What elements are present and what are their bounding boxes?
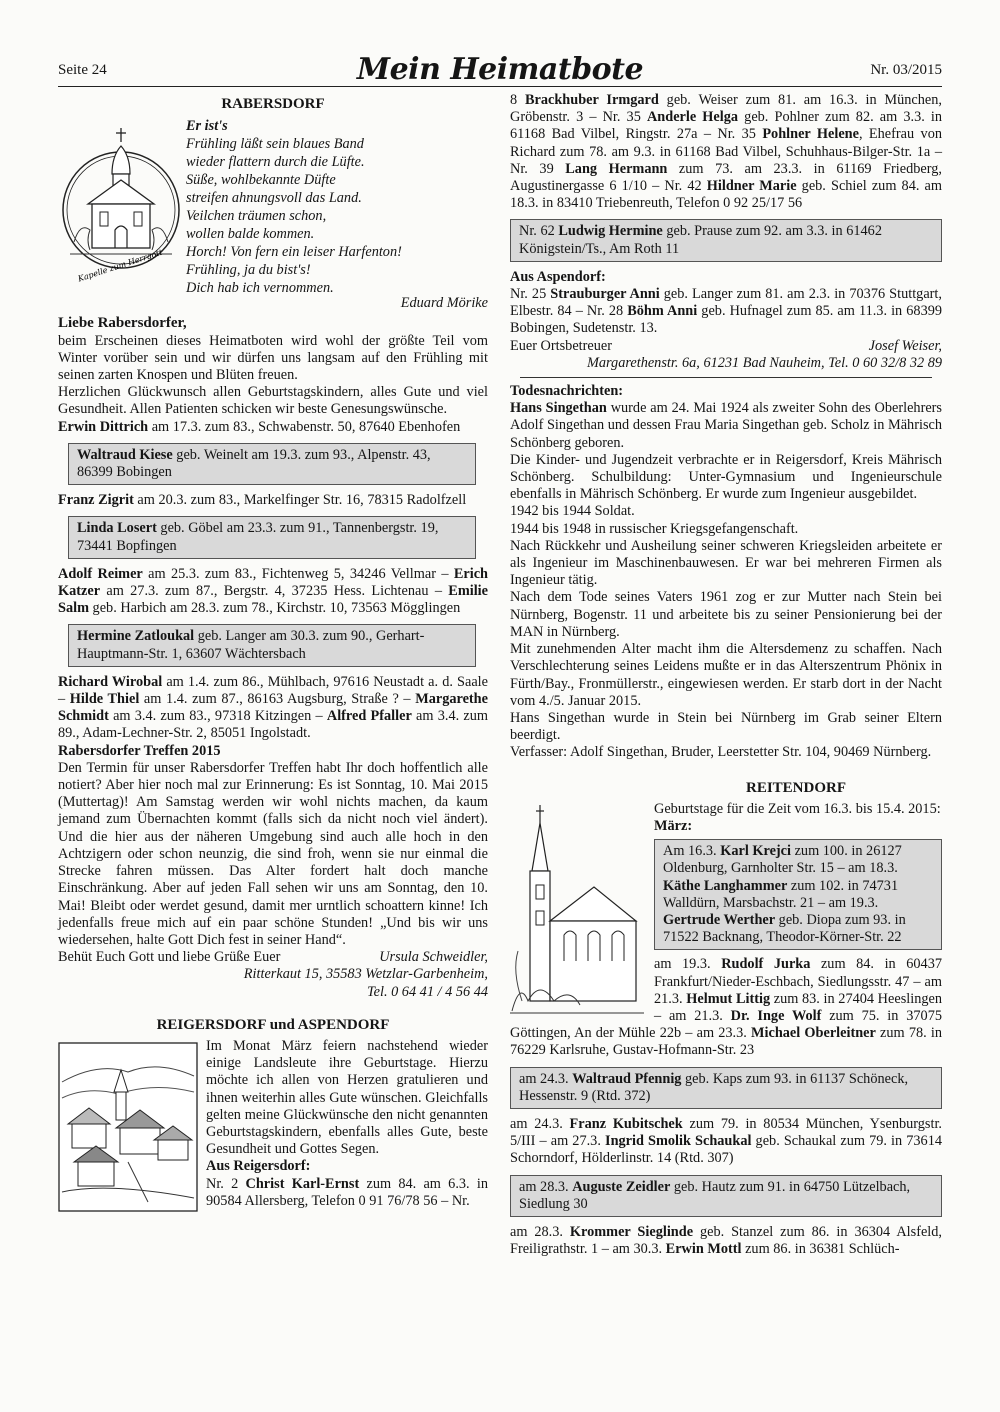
- entry-text: am 1.4. zum 86., Mühlbach, 97616 Neustadt a. d. Saale –: [58, 673, 488, 708]
- village-illustration: [58, 1042, 198, 1212]
- entry-text: zum 84. am 6.3. in 90584 Allersberg, Telefon 0 91 76/78 56 – Nr.: [206, 1175, 489, 1209]
- subheading-aus-aspendorf: Aus Aspendorf:: [510, 268, 606, 285]
- entry-text: zum 86. in 36381 Schlüch-: [741, 1241, 900, 1258]
- person-name: Margarethe Schmidt: [58, 691, 488, 725]
- entry-text: am 19.3.: [654, 956, 722, 973]
- greeting: Liebe Rabersdorfer,: [58, 315, 187, 332]
- entry-text: am 27.3. zum 87., Bergstr. 4, 37235 Hess. Lichtenau –: [100, 583, 442, 600]
- entry-text: geb. Hufnagel zum 85. am 11.3. in 68399 Bobingen, Sudetenstr. 13.: [510, 303, 943, 337]
- person-name: Franz Kubitschek: [569, 1115, 683, 1132]
- person-name: Anderle Helga: [646, 109, 739, 126]
- birthday-entry: [510, 1224, 942, 1258]
- entry-text: am 24.3.: [519, 1070, 573, 1087]
- intro-paragraph: Herzlichen Glückwunsch allen Geburtstagskindern, alles Gute und viel Gesundheit. Allen Patienten schicken wir beste Genesungswünsche.: [58, 384, 488, 418]
- person-name: Alfred Pfaller: [326, 708, 412, 725]
- birthday-entry: [510, 286, 942, 338]
- birthday-entry: [58, 492, 488, 509]
- person-name: Adolf Reimer: [58, 565, 143, 582]
- entry-text: am 17.3. zum 83., Schwabenstr. 50, 87640 Ebenhofen: [148, 418, 461, 435]
- highlight-box: [68, 516, 476, 558]
- person-name: Auguste Zeidler: [572, 1178, 671, 1195]
- obituary-paragraph: Nach Rückkehr und Ausheilung seiner schweren Kriegsleiden arbeitete er als Ingenieur im Maschinenbauwesen. Er war bei mehreren Firmen als Ingenieur tätig.: [510, 537, 942, 589]
- entry-text: am 24.3.: [510, 1115, 570, 1132]
- entry-text: geb. Weinelt am 19.3. zum 93., Alpenstr. 43, 86399 Bobingen: [77, 446, 431, 481]
- entry-text: geb. Göbel am 23.3. zum 91., Tannenbergstr. 19, 73441 Bopfingen: [77, 520, 439, 554]
- person-name: Hilde Thiel: [69, 691, 140, 708]
- sign-phone: Tel. 0 64 41 / 4 56 44: [366, 983, 488, 1000]
- section-title-reigersdorf: REIGERSDORF und ASPENDORF: [156, 1016, 390, 1033]
- poem-line: Dich hab ich vernommen.: [186, 280, 334, 297]
- sign-address: Margarethenstr. 6a, 61231 Bad Nauheim, Tel. 0 60 32/8 32 89: [586, 354, 942, 371]
- sign-address: Ritterkaut 15, 35583 Wetzlar-Garbenheim,: [243, 966, 488, 983]
- person-name: Karl Krejci: [720, 843, 791, 860]
- highlight-box: [510, 1067, 942, 1109]
- entry-text: am 28.3.: [519, 1178, 573, 1195]
- birthday-entry: [510, 92, 942, 212]
- chapel-illustration: [60, 122, 182, 300]
- person-name: Christ Karl-Ernst: [245, 1175, 360, 1192]
- entry-text: geb. Schiel zum 84. am 18.3. in 83410 Triebenreuth, Telefon 0 92 25/17 56: [510, 178, 942, 212]
- entry-text: zum 84. in 60437 Frankfurt/Nieder-Eschbach, Siedlungsstr. 47 – am 21.3.: [654, 956, 942, 1007]
- person-name: Waltraud Kiese: [77, 446, 173, 463]
- person-name: Helmut Littig: [686, 990, 771, 1007]
- sign-greeting: Behüt Euch Gott und liebe Grüße Euer: [58, 949, 281, 966]
- person-name: Böhm Anni: [627, 303, 698, 320]
- person-name: Michael Oberleitner: [751, 1025, 876, 1042]
- sign-name: Ursula Schweidler,: [379, 949, 488, 966]
- entry-text: geb. Kaps zum 93. in 61137 Schöneck, Hessenstr. 9 (Rtd. 372): [519, 1070, 909, 1104]
- obituary-paragraph: Die Kinder- und Jugendzeit verbrachte er in Reigersdorf, Kreis Mährisch Schönberg. Schulbildung: Unter-Gymnasium und Ingenieurschule ebenfalls in Mährisch Schönberg. Er wurde zum Ingenieur ausgebildet.: [510, 451, 942, 503]
- masthead-logo: Mein Heimatbote: [356, 52, 644, 87]
- entry-text: Nr. 25: [510, 286, 551, 303]
- entry-text: zum 75. in 37075 Göttingen, An der Mühle 22b – am 23.3.: [510, 1007, 942, 1042]
- entry-text: am 25.3. zum 83., Fichtenweg 5, 34246 Vellmar –: [142, 565, 449, 582]
- entry-text: Nr. 62: [519, 223, 559, 240]
- entry-text: zum 100. in 26127 Oldenburg, Garnholter Str. 15 – am 18.3.: [663, 843, 902, 877]
- entry-text: geb. Hautz zum 91. in 64750 Lützelbach, Siedlung 30: [519, 1178, 911, 1212]
- poem-line: wollen balde kommen.: [186, 226, 315, 243]
- obituary-paragraph: Verfasser: Adolf Singethan, Bruder, Leerstetter Str. 104, 90469 Nürnberg.: [510, 744, 932, 761]
- subheading-treffen: Rabersdorfer Treffen 2015: [58, 742, 221, 759]
- entry-text: am 20.3. zum 83., Markelfinger Str. 16, 78315 Radolfzell: [133, 492, 467, 509]
- subheading-todesnachrichten: Todesnachrichten:: [510, 383, 624, 400]
- person-name: Waltraud Pfennig: [572, 1070, 682, 1087]
- entry-text: zum 79. in 80534 München, Ysenburgstr. 5/III – am 27.3.: [510, 1115, 942, 1150]
- poem-title: Er ist's: [186, 118, 228, 135]
- entry-text: geb. Harbich am 28.3. zum 78., Kirchstr. 10, 73563 Mögglingen: [88, 600, 461, 617]
- entry-text: zum 83. in 27404 Heeslingen – am 21.3.: [654, 990, 942, 1024]
- person-name: Ingrid Smolik Schaukal: [605, 1133, 752, 1150]
- highlight-box: [510, 1175, 942, 1217]
- person-name: Richard Wirobal: [58, 673, 163, 690]
- poem-line: wieder flattern durch die Lüfte.: [186, 154, 365, 171]
- entry-text: am 28.3.: [510, 1223, 570, 1240]
- header-rule: [58, 86, 942, 87]
- poem-author: Eduard Mörike: [400, 295, 488, 312]
- entry-text: geb. Weiser zum 81. am 16.3. in München, Gröbenstr. 3 – Nr. 35: [510, 92, 942, 126]
- person-name: Gertrude Werther: [663, 911, 776, 928]
- issue-number: Nr. 03/2015: [870, 62, 942, 78]
- entry-text: geb. Pohlner zum 82. am 3.3. in 61168 Bad Vilbel, Ringstr. 27a – Nr. 35: [510, 109, 943, 143]
- subheading-aus-reigersdorf: Aus Reigersdorf:: [206, 1158, 311, 1175]
- entry-text: am 1.4. zum 87., 86163 Augsburg, Straße ? –: [139, 691, 411, 708]
- person-name: Hans Singethan: [510, 400, 607, 417]
- treffen-paragraph: Den Termin für unser Rabersdorfer Treffen habt Ihr doch hoffentlich alle notiert? Aber hier noch mal zur Erinnerung: Es ist Sonntag, 10. Mai 2015 (Muttertag)! Am Samstag werden wir wohl nichts machen, da kaum jemand zum Übernachten kommt (falls sich da nicht noch viel ändert). Und die hier aus der näheren Umgebung sind auch alle hoch in den Achtzigern oder schon neunzig, die sind froh, wenn sie nur einmal die Strecke fahren müssen. Das Alter fordert halt doch manche Einschränkung. Aber auf jeden Fall sehen wir uns am Sonntag, den 10. Mai! Bleibt oder werdet gesund, damit mer urntlich schoattern kinne! Ich jedenfalls freue mich auf ein paar schöne Stunden! „Und bis wir uns wiedersehen, halte Gott Dich fest in seiner Hand“.: [58, 759, 488, 948]
- person-name: Rudolf Jurka: [721, 956, 811, 973]
- person-name: Ludwig Hermine: [558, 223, 663, 240]
- signature-line: [510, 338, 942, 355]
- poem-line: Frühling, ja du bist's!: [186, 262, 311, 279]
- person-name: Brackhuber Irmgard: [524, 92, 659, 108]
- subheading-maerz: März:: [654, 817, 693, 834]
- person-name: Franz Zigrit: [58, 492, 134, 509]
- sign-greeting: Euer Ortsbetreuer: [510, 337, 613, 354]
- section-title-reitendorf: REITENDORF: [745, 779, 846, 796]
- highlight-box: [68, 624, 476, 666]
- entry-text: geb. Prause zum 92. am 3.3. in 61462 Königstein/Ts., Am Roth 11: [519, 223, 882, 257]
- highlight-box: [654, 839, 942, 950]
- person-name: Dr. Inge Wolf: [730, 1007, 822, 1024]
- entry-text: Am 16.3.: [663, 843, 721, 860]
- birthday-entry: [58, 674, 488, 743]
- intro-paragraph: beim Erscheinen dieses Heimatboten wird wohl der größte Teil vom Winter vorüber sein und wir dürfen uns langsam auf den Frühling mit seinen zarten Knospen und Blüten freuen.: [58, 332, 488, 384]
- poem-line: Veilchen träumen schon,: [186, 208, 327, 225]
- person-name: Emilie Salm: [58, 583, 489, 617]
- poem-line: Horch! Von fern ein leiser Harfenton!: [186, 244, 402, 261]
- poem: [186, 117, 488, 297]
- birthday-entry: [58, 419, 488, 436]
- birthday-entry: [58, 566, 488, 618]
- entry-text: Nr. 2: [206, 1175, 246, 1192]
- reitendorf-intro: Geburtstage für die Zeit vom 16.3. bis 15.4. 2015:: [654, 800, 941, 817]
- person-name: Erich Katzer: [58, 565, 488, 600]
- right-column: [510, 92, 942, 1382]
- entry-text: geb. Stanzel zum 86. in 36304 Alsfeld, Freiligrathstr. 1 – am 30.3.: [510, 1223, 942, 1258]
- person-name: Hermine Zatloukal: [77, 628, 195, 645]
- person-name: Pohlner Helene: [762, 126, 859, 143]
- person-name: Erwin Dittrich: [58, 418, 149, 435]
- entry-text: wurde am 24. Mai 1924 als zweiter Sohn des Oberlehrers Adolf Singethan und dessen Frau Maria Singethan geb. Scholz in Mährisch Schönberg geboren.: [510, 400, 942, 451]
- obituary-paragraph: Mit zunehmenden Alter macht ihm die Altersdemenz zu schaffen. Nach Verschlechterung seines Leidens mußte er in das Alterszentrum Phönix in Fürth/Bay., Fronmüllerstr., eingewiesen werden. Er starb dort in der Nacht vom 4./5. Januar 2015.: [510, 641, 942, 709]
- poem-line: streifen ahnungsvoll das Land.: [186, 190, 362, 207]
- birthday-entry: [510, 1116, 942, 1168]
- reigersdorf-paragraph: Im Monat März feiern nachstehend wieder einige Landsleute ihre Geburtstage. Hierzu möchte ich allen von Herzen gratulieren und ihnen weiterhin alles Gute wünschen. Gleichfalls gelten meine Glückwünsche den nicht genannten Geburtstagskindern, ebenfalls alles Gute, beste Gesundheit und Gottes Segen.: [206, 1037, 488, 1158]
- entry-text: geb. Schaukal zum 79. in 73614 Schorndorf, Hölderlinstr. 14 (Rtd. 307): [510, 1133, 942, 1167]
- section-title-rabersdorf: RABERSDORF: [221, 96, 325, 112]
- entry-text: zum 102. in 74731 Walldürn, Marsbachstr. 21 – am 19.3.: [663, 877, 899, 911]
- svg-text:Kapelle zum Herrgott: Kapelle zum Herrgott: [76, 247, 164, 284]
- poem-line: Süße, wohlbekannte Düfte: [186, 172, 336, 189]
- obituary-paragraph: [510, 400, 942, 452]
- signature-line: [58, 949, 488, 966]
- person-name: Linda Losert: [77, 520, 157, 537]
- sign-name: Josef Weiser,: [868, 337, 942, 354]
- entry-text: , Ehefrau von Richard zum 78. am 9.3. in 61168 Bad Vilbel, Schuhhaus-Bilger-Str. 1a – Nr. 39: [510, 126, 942, 177]
- entry-text: zum 73. am 23.3. in 61169 Friedberg, Augustinergasse 6 1/10 – Nr. 42: [510, 160, 942, 195]
- person-name: Hildner Marie: [706, 178, 797, 195]
- obituary-paragraph: 1944 bis 1948 in russischer Kriegsgefangenschaft.: [510, 520, 799, 537]
- obituary-paragraph: Hans Singethan wurde in Stein bei Nürnberg im Grab seiner Eltern beerdigt.: [510, 709, 942, 744]
- entry-text: am 3.4. zum 83., 97318 Kitzingen –: [108, 708, 323, 725]
- obituary-paragraph: 1942 bis 1944 Soldat.: [510, 503, 635, 520]
- page-number: Seite 24: [58, 62, 107, 78]
- person-name: Lang Hermann: [565, 160, 668, 177]
- highlight-box: [68, 443, 476, 485]
- entry-text: am 3.4. zum 89., Adam-Lechner-Str. 2, 85051 Ingolstadt.: [58, 708, 489, 742]
- obituary-paragraph: Nach dem Tode seines Vaters 1961 zog er zur Mutter nach Stein bei Nürnberg, Bogenstr. 11 und arbeitete bis zu seiner Pensionierung bei der MAN in Nürnberg.: [510, 589, 942, 640]
- entry-text: geb. Diopa zum 93. in 71522 Backnang, Theodor-Körner-Str. 22: [663, 911, 906, 946]
- entry-text: zum 78. in 76229 Karlsruhe, Gustav-Hofmann-Str. 23: [510, 1025, 942, 1059]
- person-name: Strauburger Anni: [550, 286, 660, 303]
- entry-text: geb. Langer zum 81. am 2.3. in 70376 Stuttgart, Elbestr. 84 – Nr. 28: [510, 286, 942, 320]
- person-name: Erwin Mottl: [665, 1241, 742, 1258]
- separator: [520, 377, 932, 378]
- person-name: Krommer Sieglinde: [569, 1223, 694, 1240]
- highlight-box: [510, 219, 942, 261]
- entry-text: geb. Langer am 30.3. zum 90., Gerhart-Hauptmann-Str. 1, 63607 Wächtersbach: [77, 628, 425, 662]
- entry-text: 8: [510, 92, 525, 108]
- church-illustration: [510, 801, 644, 1019]
- poem-line: Frühling läßt sein blaues Band: [186, 136, 364, 153]
- left-column: [58, 92, 488, 1382]
- person-name: Käthe Langhammer: [663, 877, 788, 894]
